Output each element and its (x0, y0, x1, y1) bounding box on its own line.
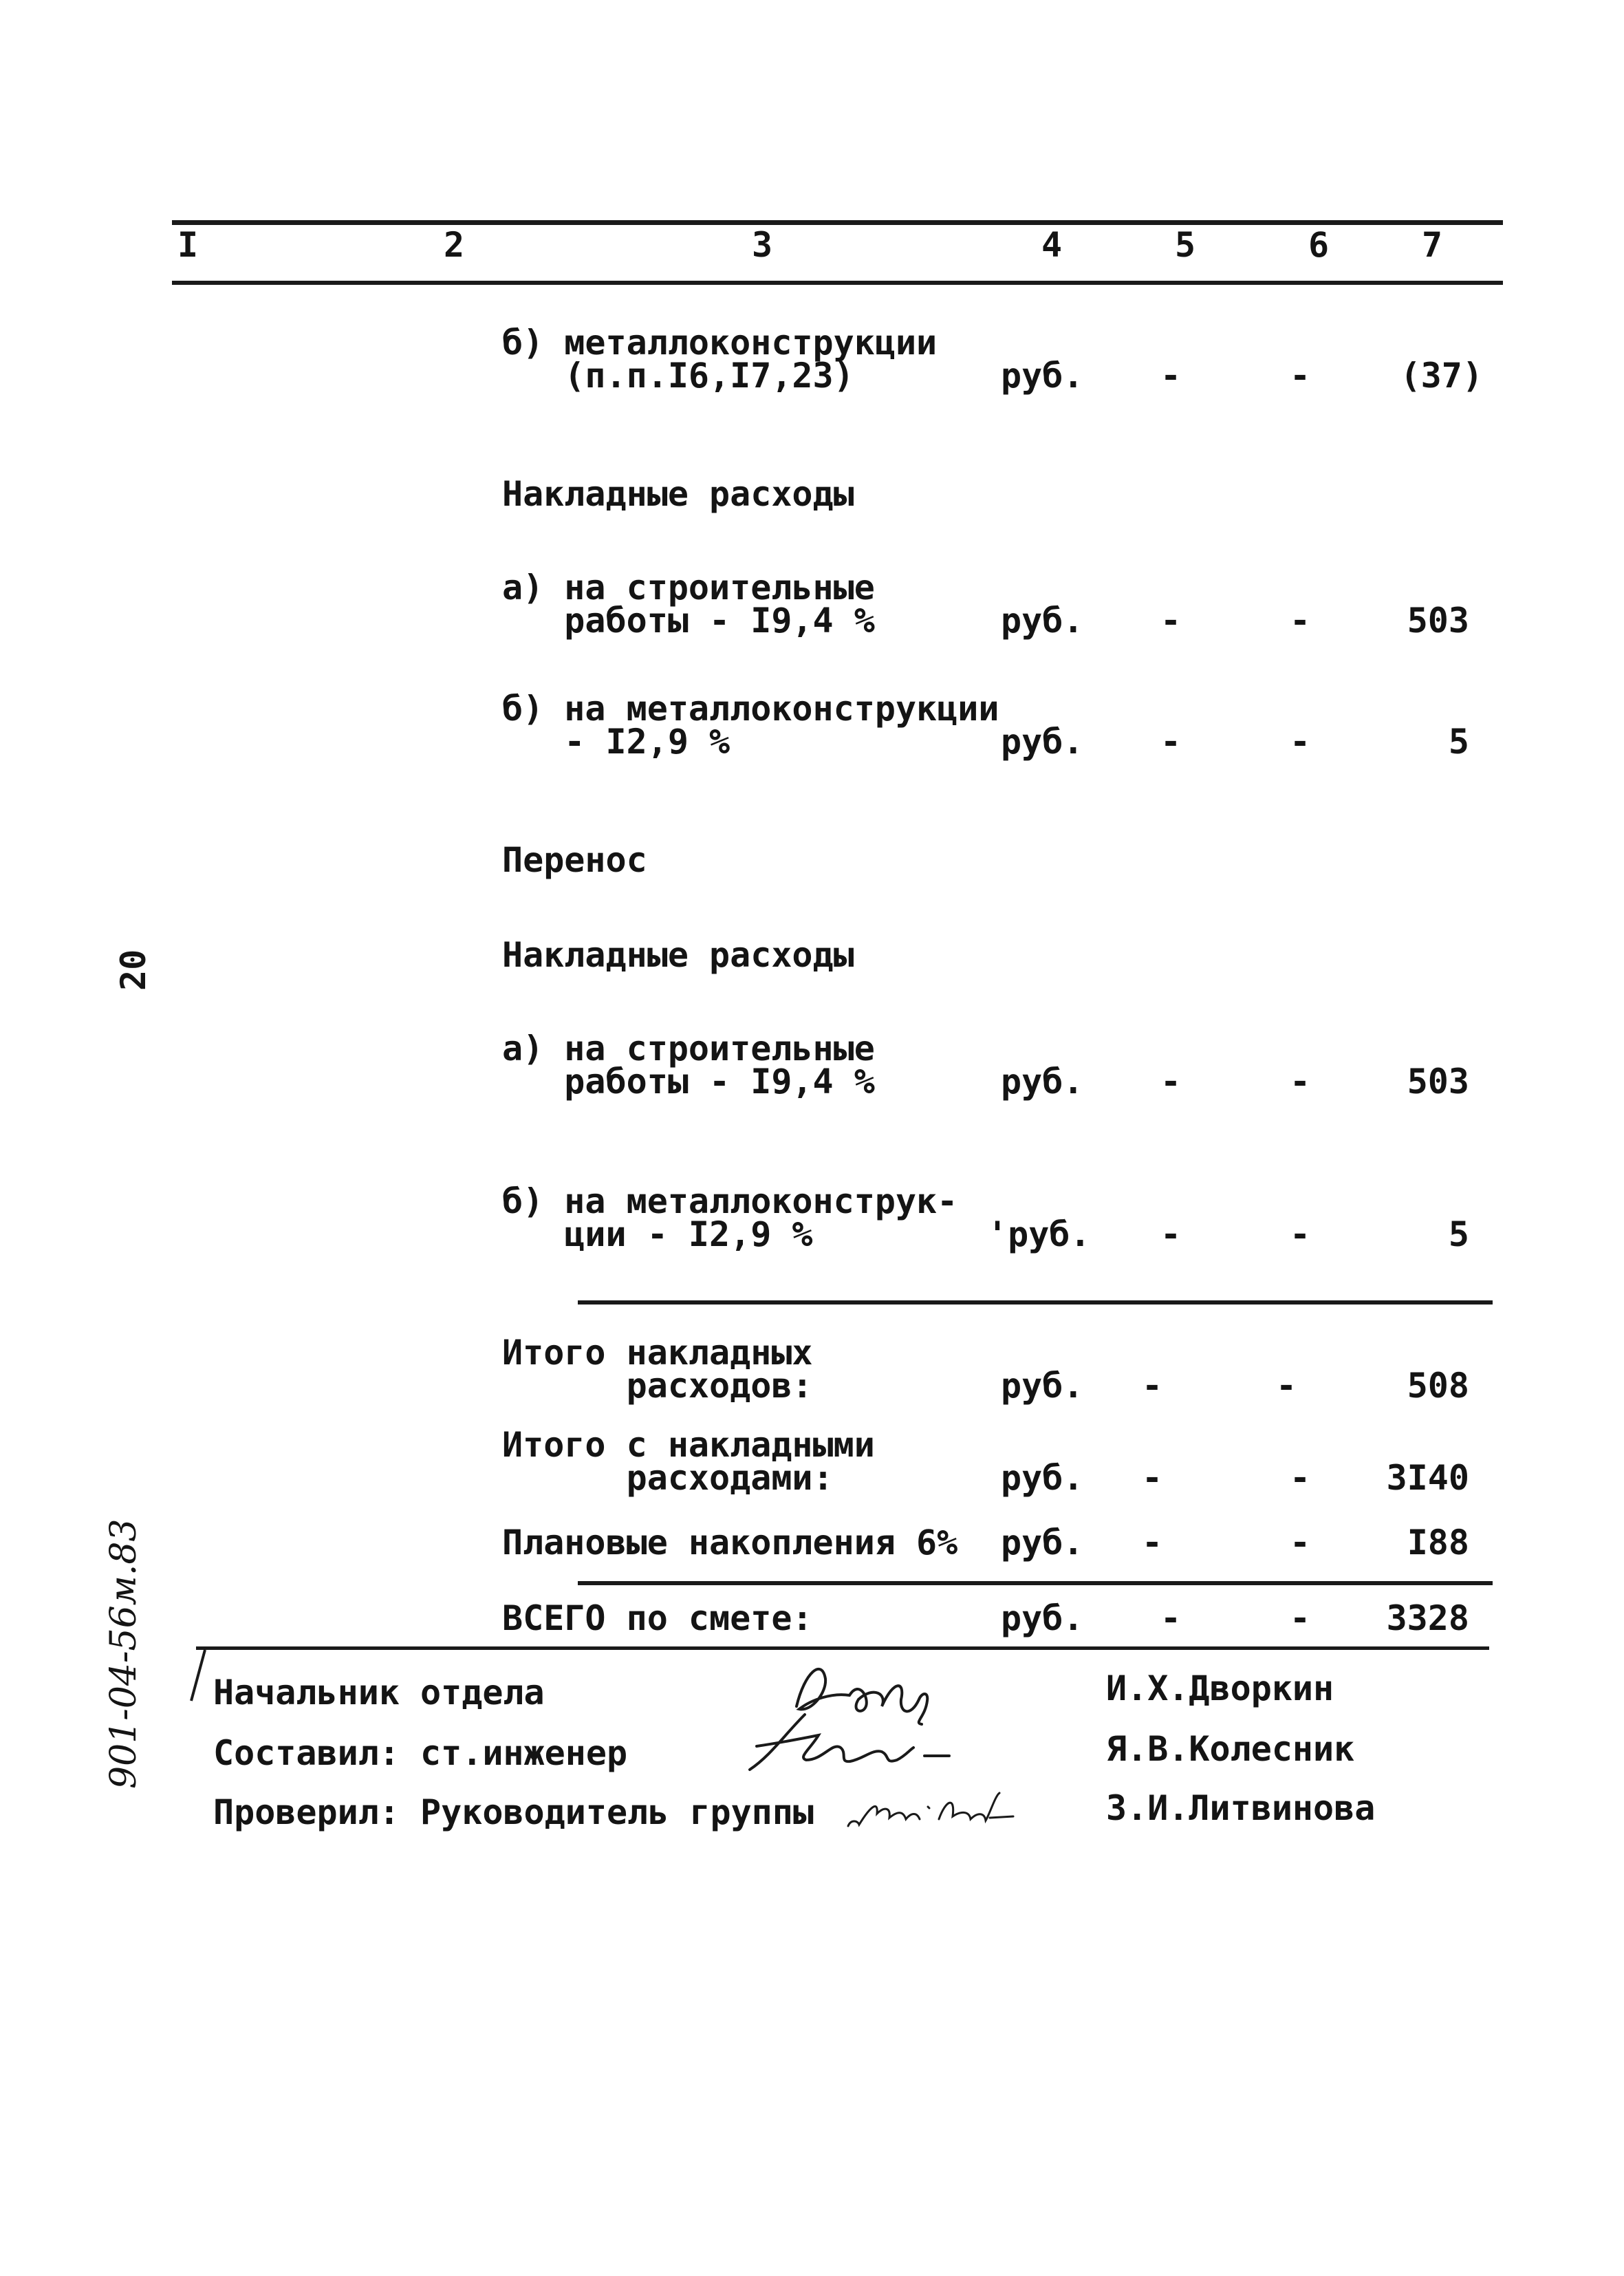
row-col6: - (1290, 601, 1311, 641)
row-unit: руб. (1001, 356, 1084, 396)
row-description-line: Плановые накопления 6% (502, 1523, 958, 1563)
subtotal-rule (578, 1300, 1493, 1305)
col-header-3: 3 (752, 225, 773, 265)
row-col6: - (1276, 1366, 1297, 1406)
row-col6: - (1290, 1523, 1311, 1563)
row-unit: руб. (1001, 1366, 1084, 1406)
table-top-rule (172, 220, 1503, 225)
row-col6: - (1290, 722, 1311, 762)
signatory-name: Я.В.Колесник (1106, 1729, 1355, 1769)
row-description-line: работы - I9,4 % (502, 1062, 875, 1102)
row-amount: 3I40 (1386, 1458, 1469, 1498)
signatory-name: И.Х.Дворкин (1106, 1668, 1334, 1708)
row-description-line: а) на строительные (502, 568, 875, 608)
row-col6: - (1290, 1214, 1311, 1254)
row-description-line: Итого накладных (502, 1333, 813, 1373)
row-unit: руб. (1001, 601, 1084, 641)
row-amount: 503 (1407, 601, 1469, 641)
row-col5: - (1142, 1523, 1163, 1563)
row-amount: 503 (1407, 1062, 1469, 1102)
row-description-line: ции - I2,9 % (502, 1214, 813, 1254)
row-unit: руб. (1001, 722, 1084, 762)
page-number: 20 (113, 949, 153, 991)
col-header-2: 2 (444, 225, 465, 265)
col-header-1: I (177, 225, 199, 265)
signatory-name: З.И.Литвинова (1106, 1788, 1376, 1828)
handwritten-signature (729, 1708, 956, 1776)
row-col5: - (1142, 1366, 1163, 1406)
row-col5: - (1160, 601, 1182, 641)
signature-block-rule (196, 1646, 1489, 1650)
row-description-line: б) на металлоконструк- (502, 1181, 958, 1221)
row-unit: руб. (1001, 1523, 1084, 1563)
row-amount: 5 (1448, 722, 1469, 762)
row-col6: - (1290, 1458, 1311, 1498)
row-description-line: Перенос (502, 840, 647, 880)
row-description-line: Итого с накладными (502, 1425, 875, 1465)
col-header-7: 7 (1422, 225, 1443, 265)
row-description-line: ВСЕГО по смете: (502, 1598, 813, 1638)
document-code: 901-04-56м.83 (103, 1518, 144, 1789)
row-amount: (37) (1400, 356, 1483, 396)
row-amount: I88 (1407, 1523, 1469, 1563)
table-header-bottom-rule (172, 281, 1503, 285)
row-description-line: расходов: (502, 1366, 813, 1406)
row-description-line: - I2,9 % (502, 722, 730, 762)
row-col5: - (1160, 1062, 1182, 1102)
row-amount: 3328 (1386, 1598, 1469, 1638)
row-unit: руб. (1001, 1458, 1084, 1498)
total-rule (578, 1581, 1493, 1585)
row-col6: - (1290, 356, 1311, 396)
signature-bracket-mark (184, 1649, 212, 1704)
row-description-line: (п.п.I6,I7,23) (502, 356, 854, 396)
row-amount: 5 (1448, 1214, 1469, 1254)
row-description-line: б) на металлоконструкции (502, 689, 999, 729)
signature-role: Составил: ст.инженер (213, 1733, 628, 1773)
row-col6: - (1290, 1598, 1311, 1638)
row-description-line: Накладные расходы (502, 474, 854, 514)
row-description-line: а) на строительные (502, 1029, 875, 1069)
col-header-6: 6 (1308, 225, 1330, 265)
row-unit: руб. (1001, 1598, 1084, 1638)
row-description-line: расходами: (502, 1458, 834, 1498)
row-col5: - (1160, 1214, 1182, 1254)
row-description-line: работы - I9,4 % (502, 601, 875, 641)
row-description-line: Накладные расходы (502, 935, 854, 975)
signature-role: Проверил: Руководитель группы (213, 1792, 814, 1832)
signature-role: Начальник отдела (213, 1673, 545, 1713)
col-header-4: 4 (1041, 225, 1063, 265)
row-unit: руб. (1001, 1062, 1084, 1102)
row-unit: 'руб. (987, 1214, 1091, 1254)
row-col5: - (1160, 356, 1182, 396)
handwritten-signature (843, 1786, 1021, 1834)
row-col5: - (1160, 1598, 1182, 1638)
row-amount: 508 (1407, 1366, 1469, 1406)
row-col5: - (1142, 1458, 1163, 1498)
row-col6: - (1290, 1062, 1311, 1102)
row-col5: - (1160, 722, 1182, 762)
col-header-5: 5 (1175, 225, 1196, 265)
row-description-line: б) металлоконструкции (502, 323, 938, 363)
